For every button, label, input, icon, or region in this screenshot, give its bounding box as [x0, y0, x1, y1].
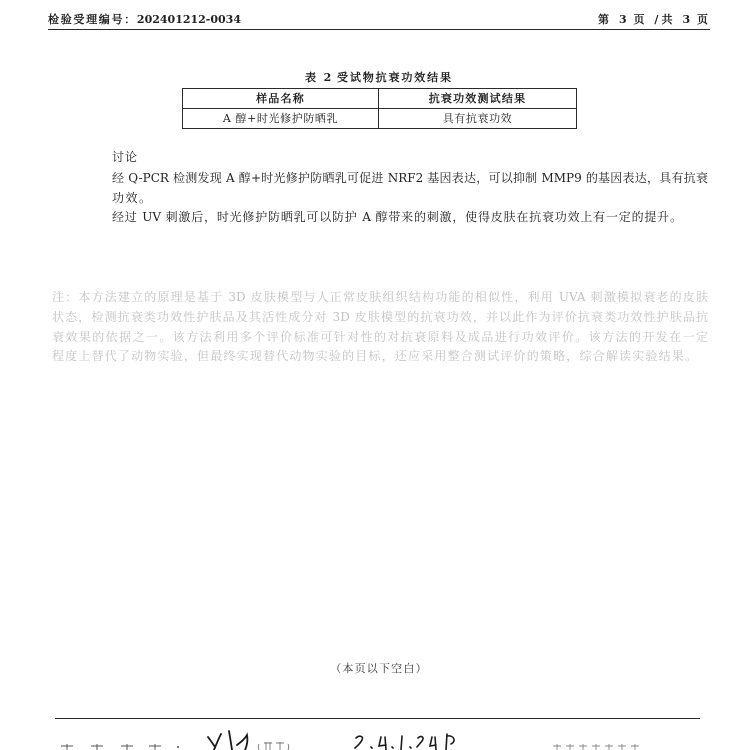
acceptance-number-line	[48, 12, 241, 28]
signature-caption-fragment	[258, 742, 289, 750]
method-note-line: 状态，检测抗衰类功效性护肤品及其活性成分对 3D 皮肤模型的抗衰功效，并以此作为评价抗衰类功效性护肤品抗	[52, 310, 708, 324]
footer-divider	[55, 718, 700, 719]
cell-test-result: 具有抗衰功效	[379, 109, 577, 129]
table-caption: 表 2 受试物抗衰功效结果	[305, 71, 451, 84]
cropped-right-label-fragments	[553, 744, 639, 750]
method-note-line: 衰效果的依据之一。该方法利用多个评价标准可针对性的对抗衰原料及成品进行功效评价。该方法的开发在一定	[52, 330, 708, 344]
cropped-label-fragments	[61, 744, 161, 750]
column-header-sample-name: 样品名称	[183, 89, 379, 109]
column-header-test-result: 抗衰功效测试结果	[379, 89, 577, 109]
discussion-line: 功效。	[112, 191, 153, 205]
method-note-line: 程度上替代了动物实验，但最终实现替代动物实验的目标，还应采用整合测试评价的策略，综合解读实验结果。	[52, 349, 697, 363]
method-note-line: 注：本方法建立的原理是基于 3D 皮肤模型与人正常皮肤组织结构功能的相似性，利用 UVA 刺激模拟衰老的皮肤	[52, 290, 708, 304]
header-divider	[48, 29, 710, 30]
page-indicator: 第 3 页 /共 3 页	[598, 13, 708, 26]
cell-sample-name: A 醇+时光修护防晒乳	[183, 109, 379, 129]
table-header-row	[183, 89, 577, 109]
discussion-line: 经过 UV 刺激后，时光修护防晒乳可以防护 A 醇带来的刺激，使得皮肤在抗衰功效上有一定的提升。	[112, 210, 682, 224]
discussion-heading: 讨论	[112, 150, 139, 164]
acceptance-number-value: 202401212-0034	[136, 13, 241, 26]
cropped-footer-signatures	[0, 726, 750, 750]
acceptance-number-label: 检验受理编号：	[48, 13, 137, 26]
handwritten-signature	[208, 731, 247, 750]
efficacy-result-table	[182, 88, 577, 129]
handwritten-date	[355, 734, 454, 750]
table-row	[183, 109, 577, 129]
blank-below-notice: （本页以下空白）	[330, 662, 428, 675]
discussion-line: 经 Q-PCR 检测发现 A 醇+时光修护防晒乳可促进 NRF2 基因表达，可以抑制 MMP9 的基因表达，具有抗衰	[112, 171, 708, 185]
